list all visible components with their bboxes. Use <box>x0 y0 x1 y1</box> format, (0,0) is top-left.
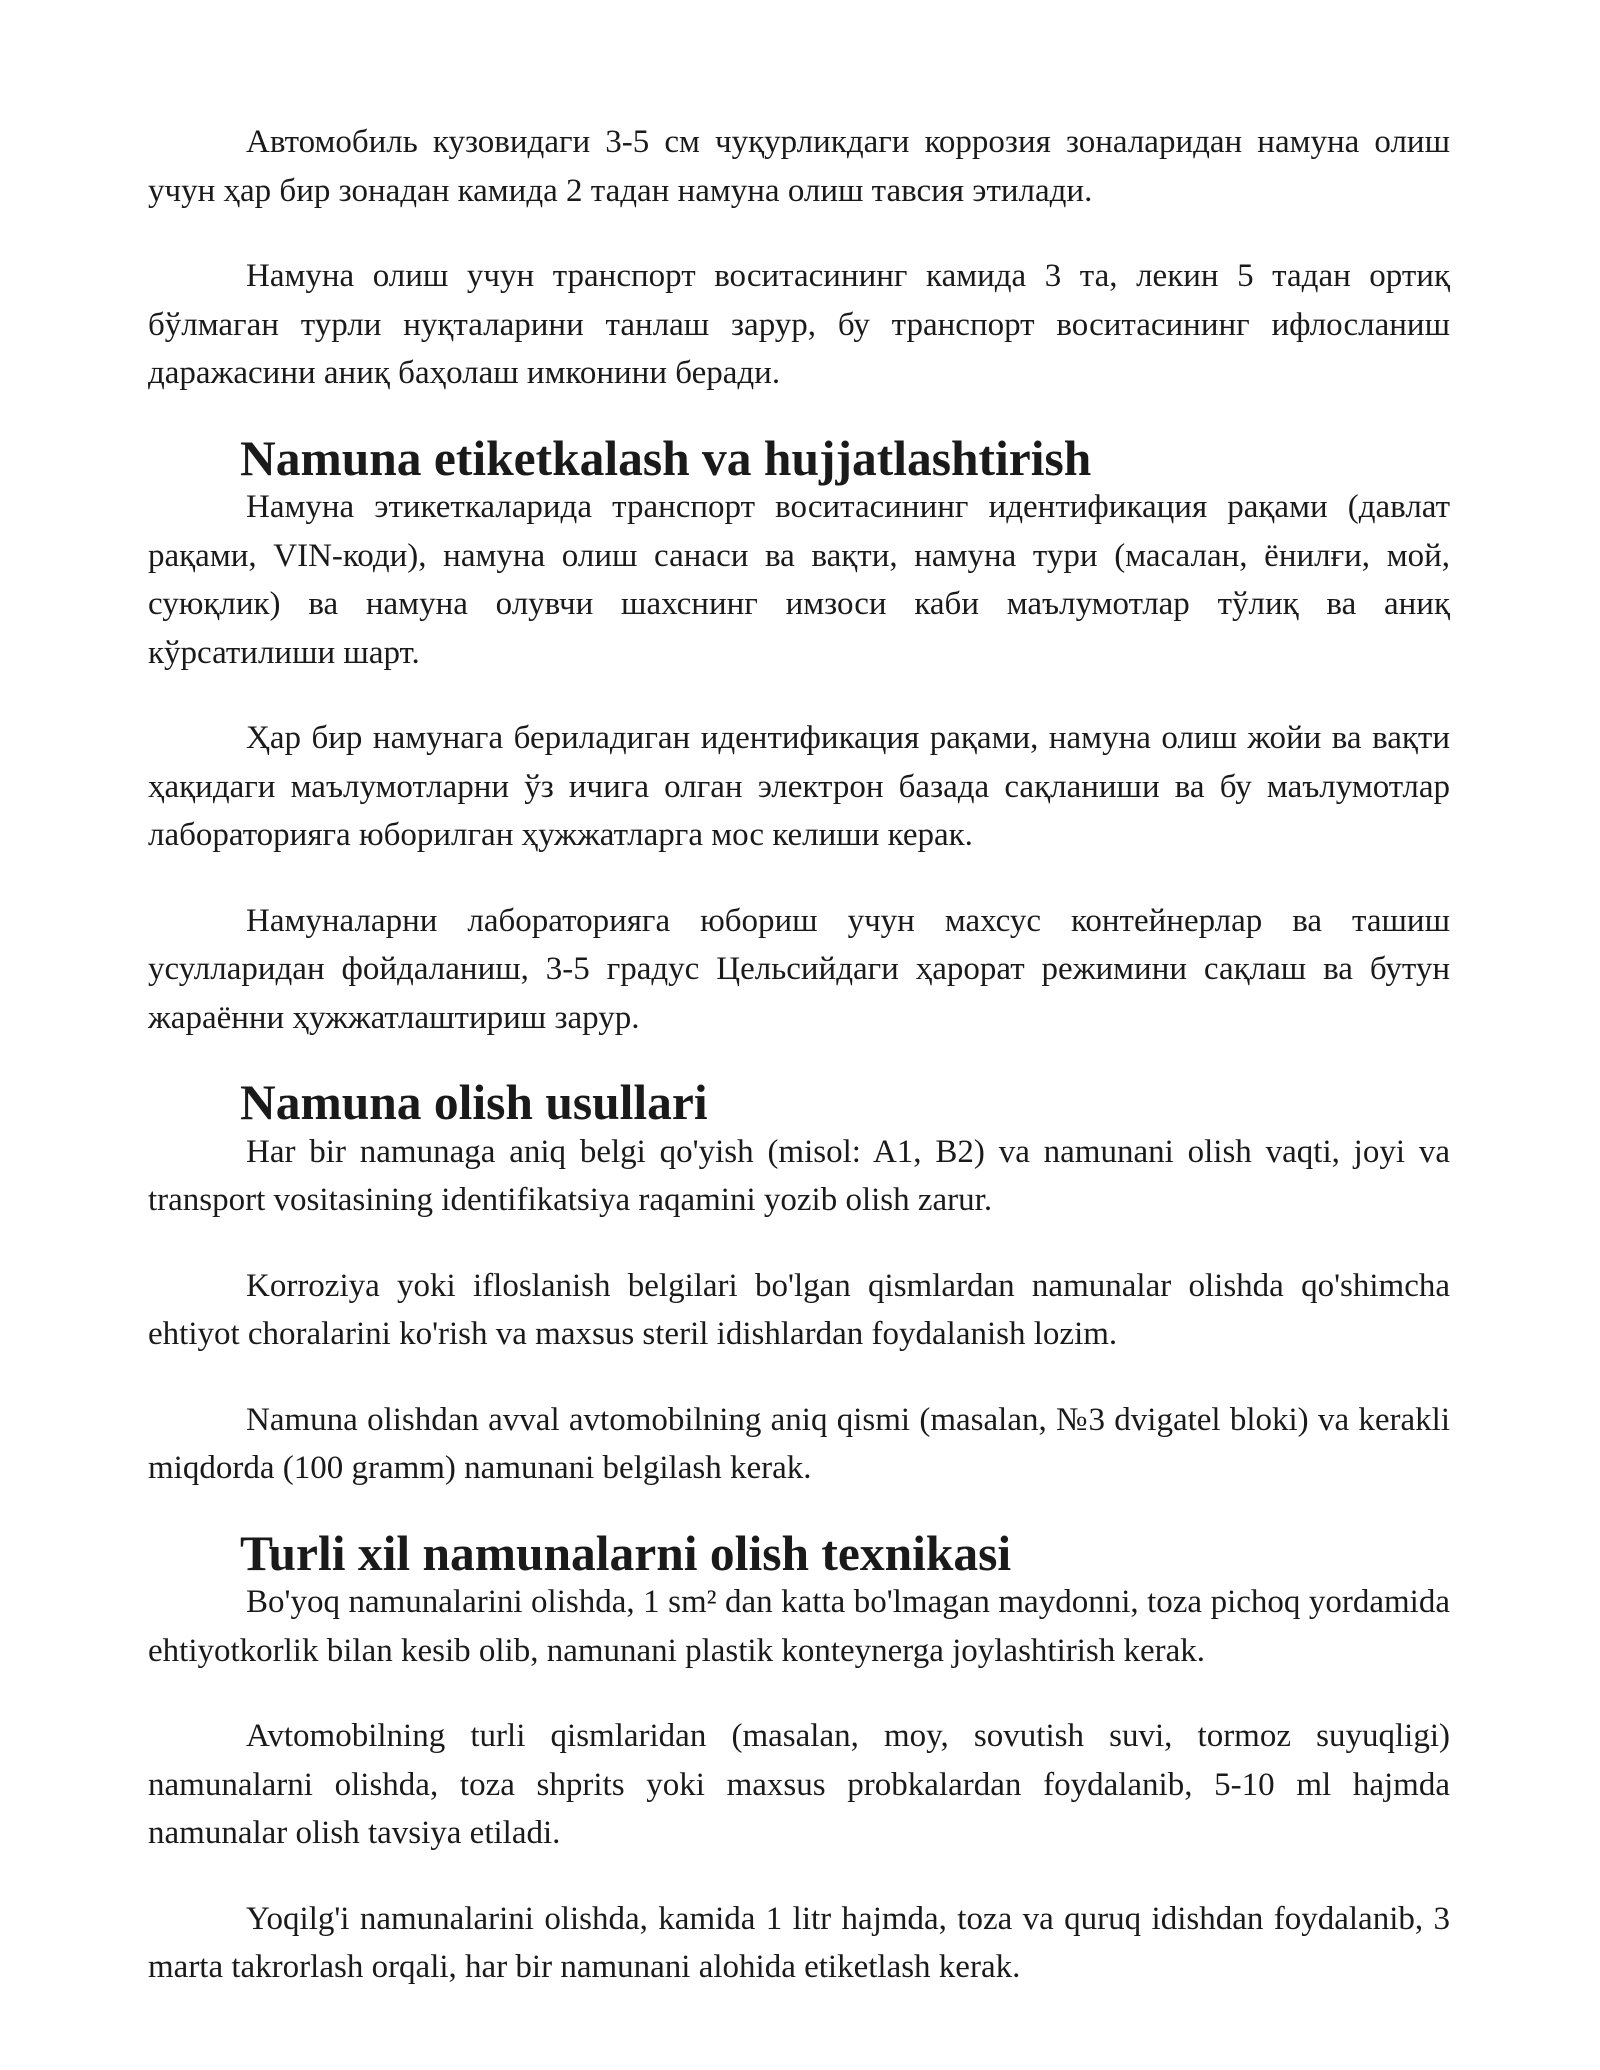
section-heading-sampling-methods: Namuna olish usullari <box>240 1075 708 1130</box>
paragraph-lab-shipping: Намуналарни лабораторияга юбориш учун махсус контейнерлар ва ташиш усулларидан фойдаланиш, 3-5 градус Цельсийдаги ҳарорат режимини сақлаш ва бутун жараённи ҳужжатлаштириш зарур. <box>148 902 1450 1036</box>
section-heading-labeling: Namuna etiketkalash va hujjatlashtirish <box>240 430 1092 486</box>
paragraph-corrosion-precautions: Korroziya yoki ifloslanish belgilari bo'lgan qismlardan namunalar olishda qo'shimcha ehtiyot choralarini ko'rish va maxsus steril idishlardan foydalanish lozim. <box>148 1267 1450 1352</box>
paragraph-fuel-samples: Yoqilg'i namunalarini olishda, kamida 1 litr hajmda, toza va quruq idishdan foydalanib, 3 marta takrorlash orqali, har bir namunani alohida etiketlash kerak. <box>148 1900 1450 1985</box>
paragraph-electronic-database: Ҳар бир намунага бериладиган идентификация рақами, намуна олиш жойи ва вақти ҳақидаги маълумотларни ўз ичига олган электрон базада сақланиши ва бу маълумотлар лабораторияга юборилган ҳужжатларга мос келиши керак. <box>148 720 1450 853</box>
paragraph-part-and-quantity: Namuna olishdan avval avtomobilning aniq qismi (masalan, №3 dvigatel bloki) va kerakli miqdorda (100 gramm) namunani belgilash kerak. <box>148 1401 1450 1486</box>
paragraph-marking-samples: Har bir namunaga aniq belgi qo'yish (misol: A1, B2) va namunani olish vaqti, joyi va transport vositasining identifikatsiya raqamini yozib olish zarur. <box>148 1133 1450 1218</box>
document-page <box>148 118 1450 1992</box>
paragraph-fluid-samples: Avtomobilning turli qismlaridan (masalan, moy, sovutish suvi, tormoz suyuqligi) namunalarni olishda, toza shprits yoki maxsus probkalardan foydalanib, 5-10 ml hajmda namunalar olish tavsiya etiladi. <box>148 1718 1450 1851</box>
paragraph-paint-samples: Bo'yoq namunalarini olishda, 1 sm² dan katta bo'lmagan maydonni, toza pichoq yordamida ehtiyotkorlik bilan kesib olib, namunani plastik konteynerga joylashtirish kerak. <box>148 1584 1450 1669</box>
paragraph-sampling-points: Намуна олиш учун транспорт воситасининг камида 3 та, лекин 5 тадан ортиқ бўлмаган турли нуқталарини танлаш зарур, бу транспорт воситасининг ифлосланиш даражасини аниқ баҳолаш имконини беради. <box>148 258 1450 391</box>
paragraph-corrosion-zones: Автомобиль кузовидаги 3-5 см чуқурликдаги коррозия зоналаридан намуна олиш учун ҳар бир зонадан камида 2 тадан намуна олиш тавсия этилади. <box>148 124 1450 209</box>
paragraph-label-contents: Намуна этикеткаларида транспорт воситасининг идентификация рақами (давлат рақами, VIN-коди), намуна олиш санаси ва вақти, намуна тури (масалан, ёнилғи, мой, суюқлик) ва намуна олувчи шахснинг имзоси каби маълумотлар тўлиқ ва аниқ кўрсатилиши шарт. <box>148 489 1450 671</box>
section-heading-techniques: Turli xil namunalarni olish texnikasi <box>240 1525 1012 1581</box>
